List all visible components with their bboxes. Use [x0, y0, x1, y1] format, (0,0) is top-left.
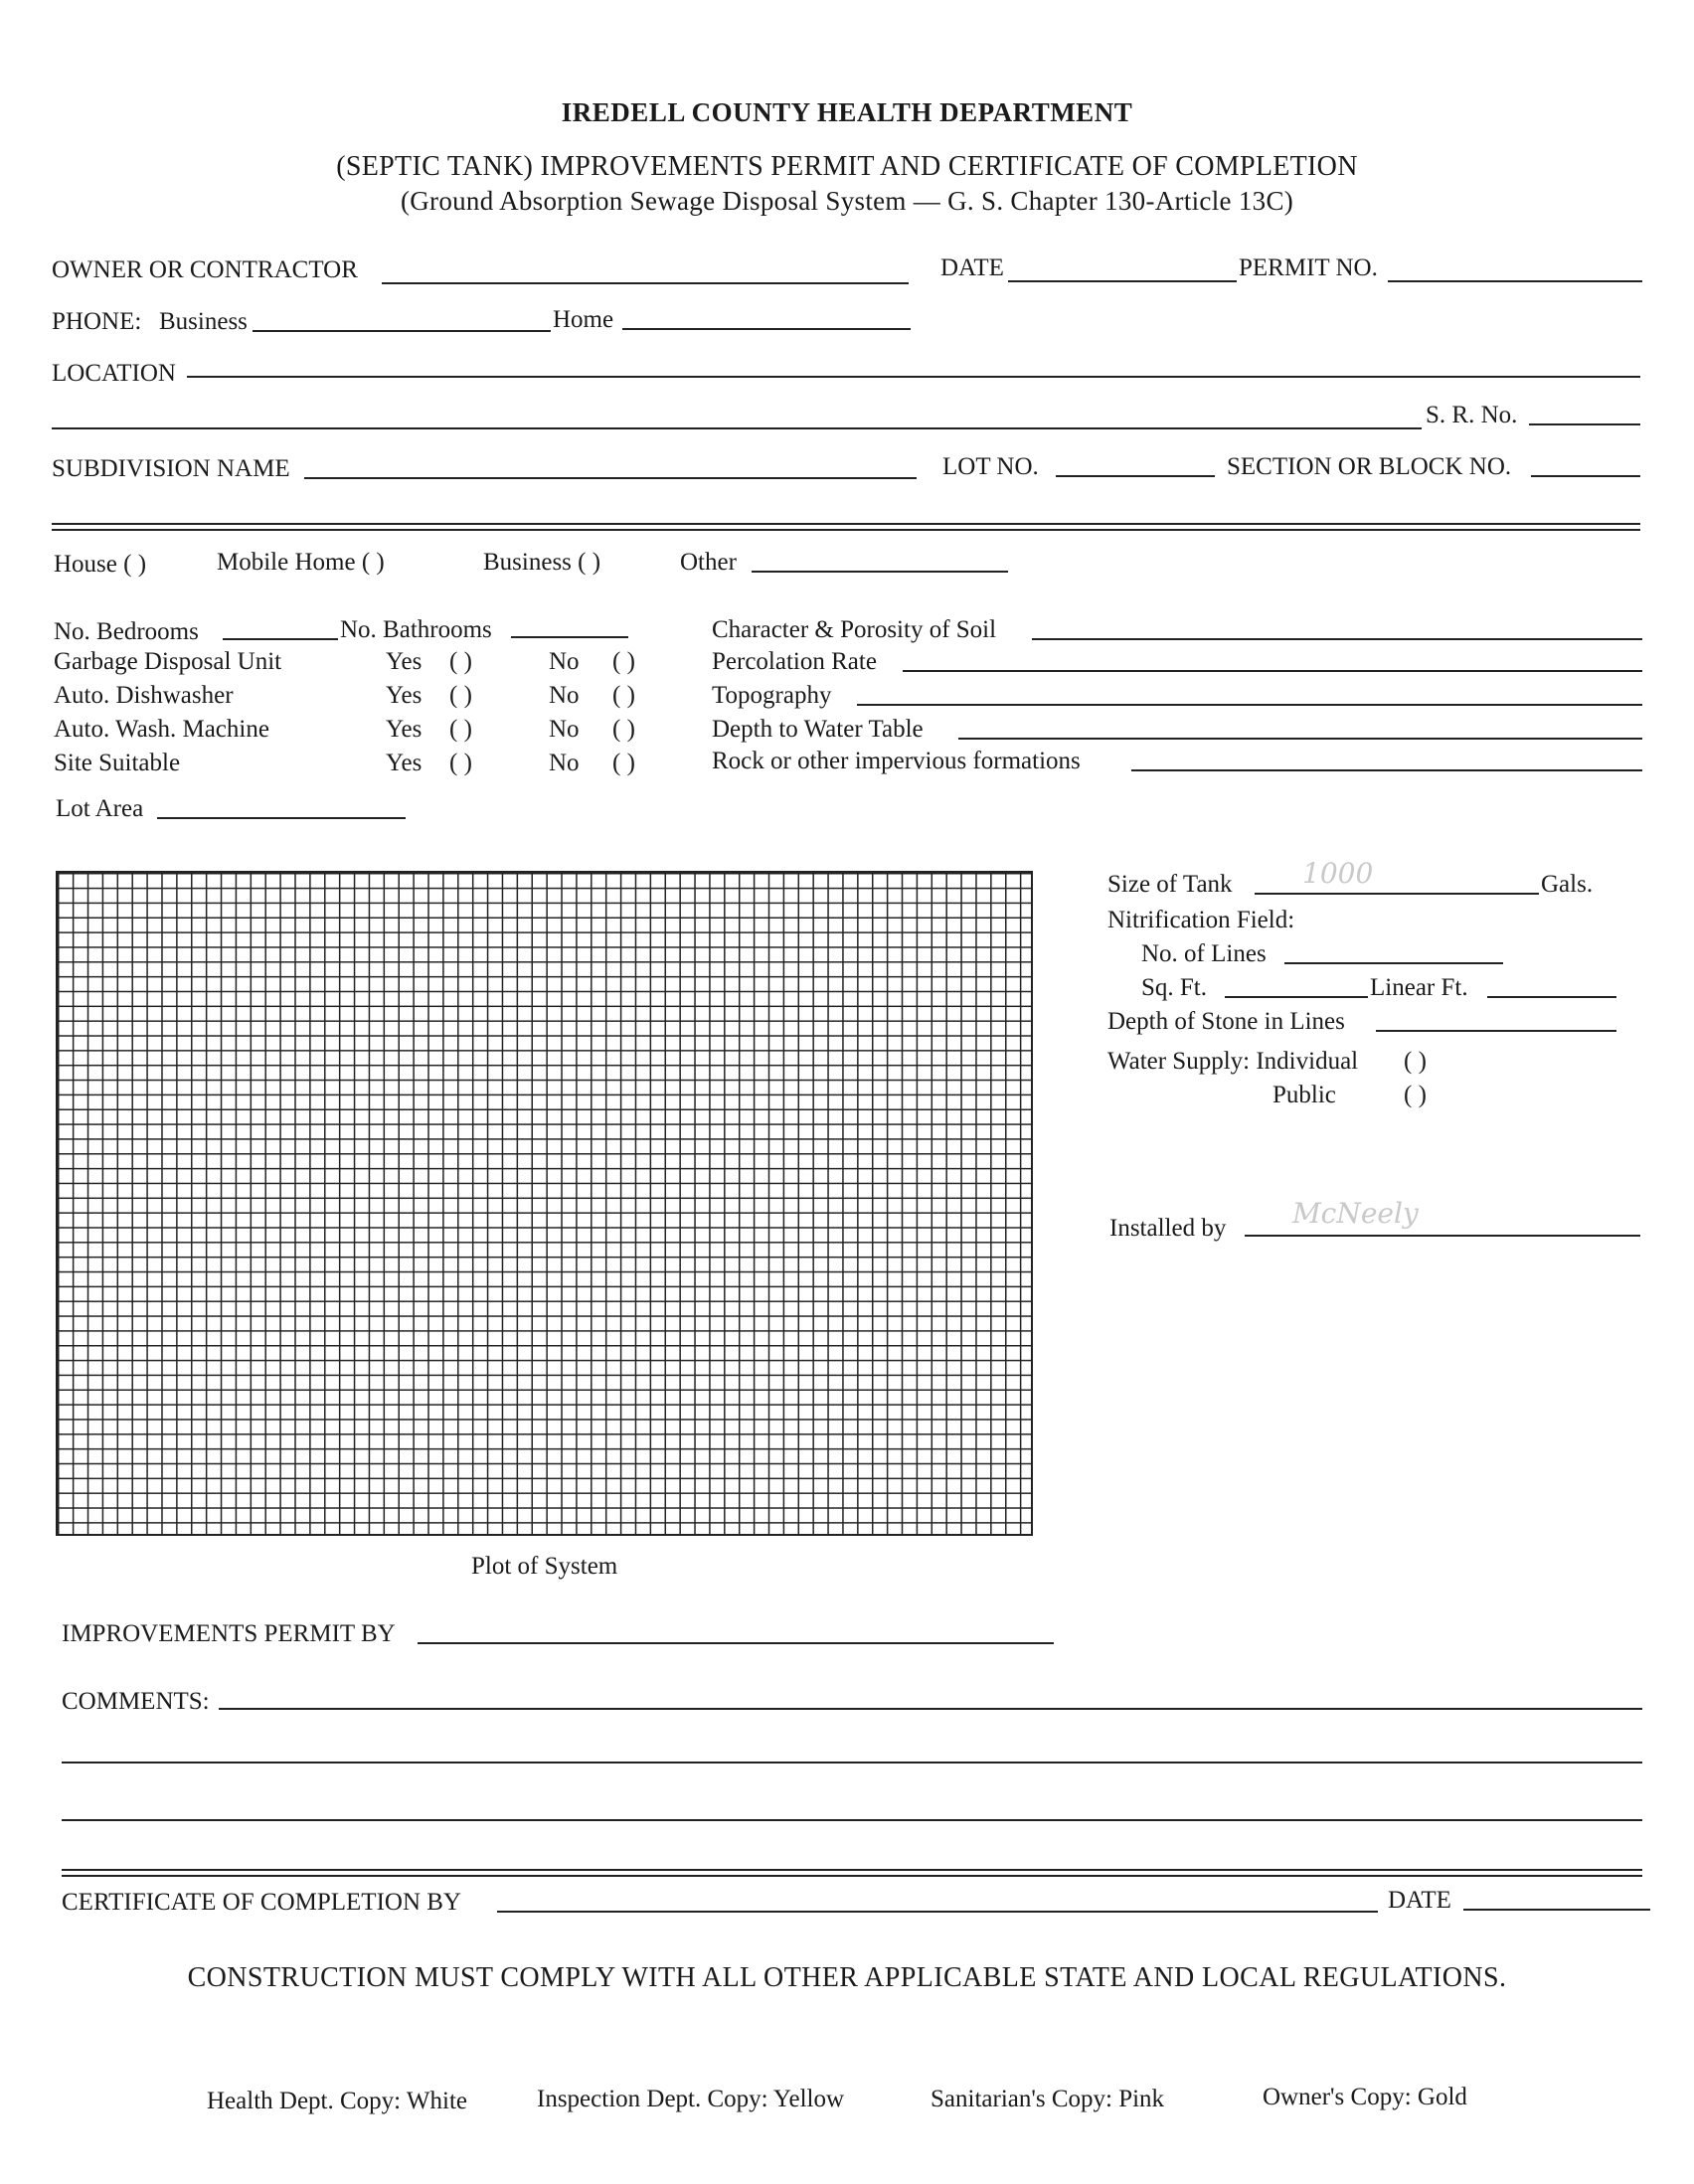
department-heading: IREDELL COUNTY HEALTH DEPARTMENT	[561, 97, 1133, 127]
phone-home-label: Home	[553, 306, 614, 333]
copy-owner: Owner's Copy: Gold	[1263, 2084, 1467, 2110]
permit-field[interactable]	[1388, 280, 1642, 282]
site-suitable-no-checkbox[interactable]: ( )	[612, 750, 635, 776]
comments-field[interactable]	[219, 1708, 1642, 1710]
copy-health: Health Dept. Copy: White	[207, 2088, 467, 2114]
water-table-label: Depth to Water Table	[712, 716, 924, 743]
tank-size-field[interactable]	[1255, 893, 1539, 895]
wash-machine-no-checkbox[interactable]: ( )	[612, 716, 635, 743]
location-label: LOCATION	[52, 360, 176, 387]
site-suitable-no-label: No	[549, 750, 580, 776]
sqft-label: Sq. Ft.	[1141, 974, 1208, 1001]
owner-field[interactable]	[382, 282, 909, 284]
site-suitable-yes-label: Yes	[386, 750, 423, 776]
dishwasher-no-checkbox[interactable]: ( )	[612, 682, 635, 709]
garbage-yes-label: Yes	[386, 648, 423, 675]
lot-label: LOT NO.	[942, 453, 1039, 480]
copy-sanitarian: Sanitarian's Copy: Pink	[931, 2086, 1165, 2112]
plot-grid[interactable]	[56, 871, 1033, 1536]
wash-machine-yes-checkbox[interactable]: ( )	[449, 716, 472, 743]
owner-label: OWNER OR CONTRACTOR	[52, 256, 358, 283]
divider-lower-bottom	[62, 1875, 1642, 1877]
copy-inspection: Inspection Dept. Copy: Yellow	[537, 2086, 845, 2112]
rock-field[interactable]	[1131, 769, 1642, 771]
other-label: Other	[680, 549, 737, 576]
topography-field[interactable]	[857, 704, 1642, 706]
site-suitable-label: Site Suitable	[54, 750, 181, 776]
wash-machine-no-label: No	[549, 716, 580, 743]
home-phone-field[interactable]	[622, 328, 911, 330]
water-table-field[interactable]	[958, 738, 1642, 740]
subdivision-field[interactable]	[304, 477, 917, 479]
wash-machine-label: Auto. Wash. Machine	[54, 716, 269, 743]
sr-label: S. R. No.	[1426, 402, 1518, 428]
phone-label: PHONE:	[52, 308, 142, 335]
bedrooms-label: No. Bedrooms	[54, 618, 199, 645]
bathrooms-label: No. Bathrooms	[340, 616, 492, 643]
comments-field-2[interactable]	[62, 1762, 1642, 1764]
tank-size-label: Size of Tank	[1107, 871, 1233, 898]
divider-lower-top	[62, 1869, 1642, 1871]
tank-size-handwriting: 1000	[1302, 857, 1374, 890]
business-option[interactable]: Business ( )	[483, 549, 601, 576]
location-field-2[interactable]	[52, 427, 1422, 429]
date-field[interactable]	[1008, 280, 1237, 282]
other-field[interactable]	[752, 571, 1008, 573]
permit-by-label: IMPROVEMENTS PERMIT BY	[62, 1620, 396, 1647]
dishwasher-yes-label: Yes	[386, 682, 423, 709]
form-subtitle: (Ground Absorption Sewage Disposal System — G. S. Chapter 130-Article 13C)	[400, 186, 1294, 216]
percolation-label: Percolation Rate	[712, 648, 877, 675]
business-phone-field[interactable]	[253, 330, 551, 332]
section-label: SECTION OR BLOCK NO.	[1227, 453, 1512, 480]
compliance-notice: CONSTRUCTION MUST COMPLY WITH ALL OTHER APPLICABLE STATE AND LOCAL REGULATIONS.	[187, 1962, 1507, 1993]
topography-label: Topography	[712, 682, 832, 709]
certificate-date-field[interactable]	[1463, 1909, 1650, 1911]
permit-label: PERMIT NO.	[1239, 254, 1378, 281]
gals-label: Gals.	[1541, 871, 1594, 898]
garbage-yes-checkbox[interactable]: ( )	[449, 648, 472, 675]
soil-character-label: Character & Porosity of Soil	[712, 616, 997, 643]
garbage-label: Garbage Disposal Unit	[54, 648, 282, 675]
stone-depth-label: Depth of Stone in Lines	[1107, 1008, 1345, 1035]
sqft-field[interactable]	[1225, 996, 1368, 998]
plot-caption: Plot of System	[471, 1553, 618, 1580]
lot-area-label: Lot Area	[56, 795, 144, 822]
date-label: DATE	[940, 254, 1004, 281]
nitrification-label: Nitrification Field:	[1107, 907, 1295, 933]
lines-label: No. of Lines	[1141, 940, 1267, 967]
water-individual-checkbox[interactable]: ( )	[1404, 1048, 1427, 1075]
divider-top	[52, 523, 1640, 525]
linear-field[interactable]	[1487, 996, 1616, 998]
bedrooms-field[interactable]	[223, 638, 338, 640]
site-suitable-yes-checkbox[interactable]: ( )	[449, 750, 472, 776]
comments-field-3[interactable]	[62, 1819, 1642, 1821]
comments-label: COMMENTS:	[62, 1688, 210, 1715]
lines-field[interactable]	[1284, 962, 1503, 964]
rock-label: Rock or other impervious formations	[712, 748, 1081, 774]
installed-by-handwriting: McNeely	[1292, 1197, 1419, 1230]
certificate-date-label: DATE	[1388, 1887, 1451, 1914]
stone-depth-field[interactable]	[1376, 1030, 1616, 1032]
location-field[interactable]	[187, 376, 1640, 378]
certificate-label: CERTIFICATE OF COMPLETION BY	[62, 1889, 461, 1916]
lot-area-field[interactable]	[157, 817, 406, 819]
section-field[interactable]	[1531, 475, 1640, 477]
subdivision-label: SUBDIVISION NAME	[52, 455, 290, 482]
percolation-field[interactable]	[903, 670, 1642, 672]
dishwasher-label: Auto. Dishwasher	[54, 682, 234, 709]
water-public-checkbox[interactable]: ( )	[1404, 1082, 1427, 1108]
certificate-field[interactable]	[497, 1911, 1378, 1913]
water-supply-label: Water Supply: Individual	[1107, 1048, 1359, 1075]
installed-by-field[interactable]	[1245, 1235, 1640, 1237]
lot-field[interactable]	[1056, 475, 1215, 477]
installed-by-label: Installed by	[1109, 1215, 1227, 1242]
dishwasher-no-label: No	[549, 682, 580, 709]
garbage-no-checkbox[interactable]: ( )	[612, 648, 635, 675]
soil-character-field[interactable]	[1032, 638, 1642, 640]
house-option[interactable]: House ( )	[54, 551, 147, 578]
mobile-home-option[interactable]: Mobile Home ( )	[217, 549, 385, 576]
divider-bottom	[52, 529, 1640, 531]
water-public-label: Public	[1272, 1082, 1336, 1108]
wash-machine-yes-label: Yes	[386, 716, 423, 743]
phone-business-label: Business	[159, 308, 248, 335]
permit-by-field[interactable]	[418, 1642, 1054, 1644]
dishwasher-yes-checkbox[interactable]: ( )	[449, 682, 472, 709]
form-title: (SEPTIC TANK) IMPROVEMENTS PERMIT AND CERTIFICATE OF COMPLETION	[336, 151, 1358, 182]
bathrooms-field[interactable]	[511, 636, 628, 638]
linear-label: Linear Ft.	[1370, 974, 1468, 1001]
sr-field[interactable]	[1529, 423, 1640, 425]
garbage-no-label: No	[549, 648, 580, 675]
